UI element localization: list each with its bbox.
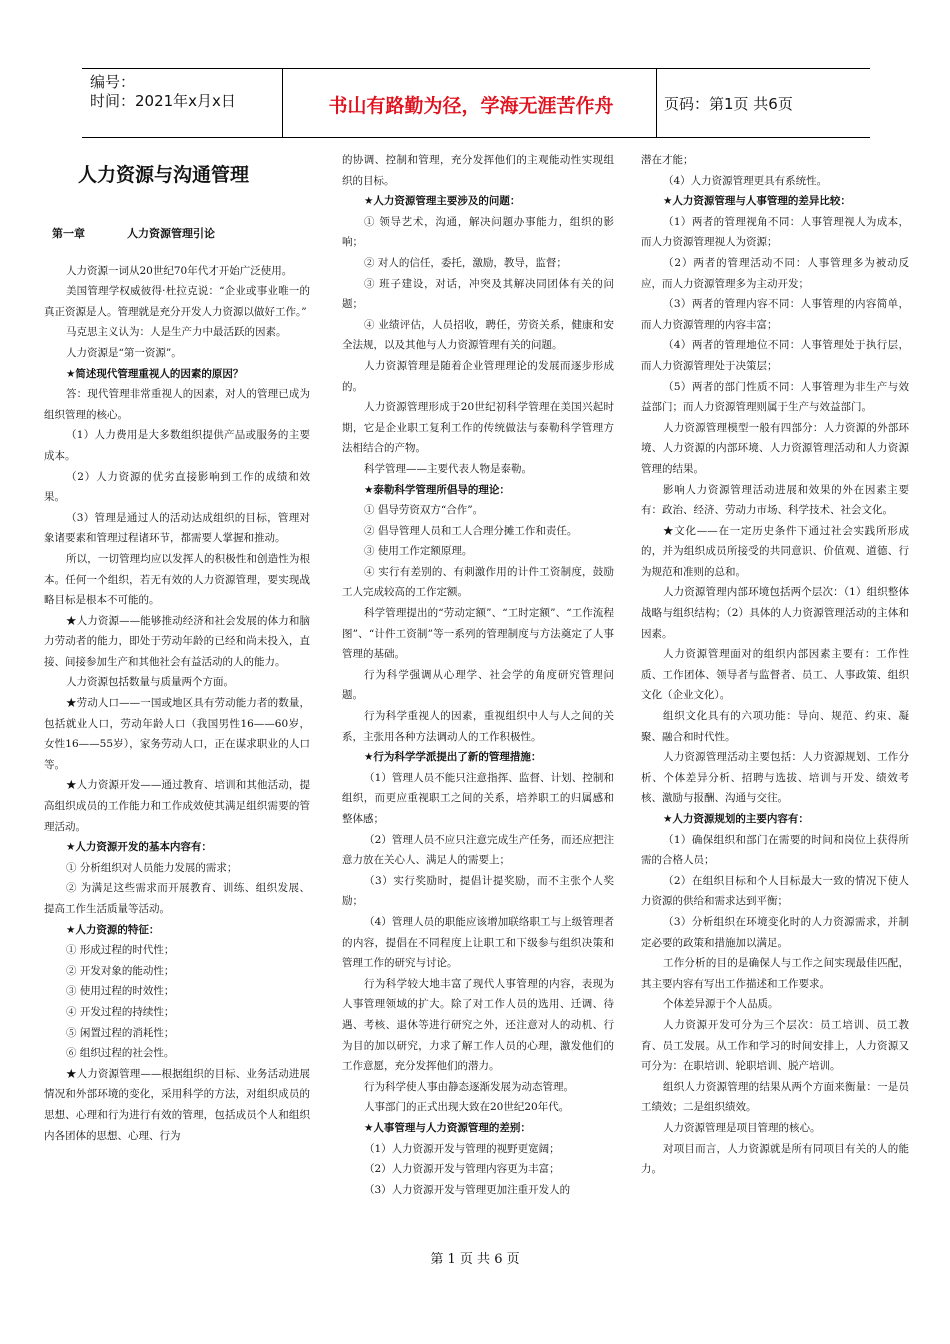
paragraph: 潜在才能； — [641, 154, 694, 166]
paragraph: 人力资源管理形成于20世纪初科学管理在美国兴起时期，它是企业职工复利工作的传统做法与泰勒科学管理方法相结合的产物。 — [342, 401, 614, 455]
paragraph: （3）人力资源开发与管理更加注重开发人的 — [364, 1183, 571, 1196]
paragraph: 组织人力资源管理的结果从两个方面来衡量：一是员工绩效；二是组织绩效。 — [641, 1080, 909, 1114]
document-title: 人力资源与沟通管理 — [78, 164, 250, 186]
paragraph: ③ 班子建设，对话，冲突及其解决同团体有关的问题； — [342, 277, 614, 311]
paragraph: （2）两者的管理活动不同：人事管理多为被动反应，而人力资源管理多为主动开发； — [641, 256, 909, 290]
paragraph: 影响人力资源管理活动进展和效果的外在因素主要有：政治、经济、劳动力市场、科学技术、社会文化。 — [641, 483, 909, 517]
paragraph: ★行为科学学派提出了新的管理措施： — [364, 751, 542, 764]
number-label: 编号： — [90, 73, 136, 91]
paragraph: 人力资源包括数量与质量两个方面。 — [66, 676, 234, 689]
paragraph: ① 领导艺术，沟通，解决问题办事能力，组织的影响； — [342, 215, 614, 249]
paragraph: ★文化——在一定历史条件下通过社会实践所形成的，并为组织成员所接受的共同意识、价值观、道德、行为规范和准则的总和。 — [641, 524, 909, 578]
paragraph: （3）两者的管理内容不同：人事管理的内容简单，而人力资源管理的内容丰富； — [641, 298, 909, 331]
paragraph: ★人事管理与人力资源管理的差别： — [364, 1121, 531, 1134]
paragraph: ⑤ 闲置过程的消耗性； — [66, 1026, 175, 1039]
paragraph: 个体差异源于个人品质。 — [663, 998, 779, 1011]
paragraph: ★人力资源——能够推动经济和社会发展的体力和脑力劳动者的能力，即处于劳动年龄的已经和尚未投入，直接、间接参加生产和其他社会有益活动的人的能力。 — [44, 614, 310, 668]
paragraph: 所以，一切管理均应以发挥人的积极性和创造性为根本。任何一个组织，若无有效的人力资源管理，要实现战略目标是根本不可能的。 — [44, 552, 310, 607]
paragraph: ★人力资源管理与人事管理的差异比较： — [663, 195, 851, 208]
paragraph: ★人力资源的特征： — [66, 923, 160, 936]
paragraph: 人力资源一词从20世纪70年代才开始广泛使用。 — [66, 264, 293, 277]
paragraph: （4）管理人员的职能应该增加联络职工与上级管理者的内容，提倡在不同程度上让职工和下级参与组织决策和管理工作的研究与讨论。 — [342, 915, 614, 970]
paragraph: 答：现代管理非常重视人的因素，对人的管理已成为组织管理的核心。 — [44, 388, 310, 421]
paragraph: ⑥ 组织过程的社会性。 — [66, 1047, 175, 1060]
paragraph: （1）两者的管理视角不同：人事管理视人为成本，而人力资源管理视人为资源； — [641, 215, 909, 249]
header-meta — [90, 73, 236, 111]
text-column-3 — [641, 150, 909, 1180]
paragraph: 人事部门的正式出现大致在20世纪20年代。 — [364, 1101, 570, 1114]
paragraph: 人力资源开发可分为三个层次：员工培训、员工教育、员工发展。从工作和学习的时间安排上，人力资源又可分为：在职培训、轮职培训、脱产培训。 — [641, 1018, 909, 1073]
paragraph: 行为科学使人事由静态逐渐发展为动态管理。 — [364, 1080, 574, 1093]
paragraph: 人力资源管理是项目管理的核心。 — [663, 1121, 821, 1134]
paragraph: 科学管理——主要代表人物是泰勒。 — [364, 462, 532, 475]
paragraph: （4）人力资源管理更具有系统性。 — [663, 174, 828, 187]
paragraph: 科学管理提出的“劳动定额”、“工时定额”、“工作流程图”、“计件工资制”等一系列的管理制度与方法奠定了人事管理的基础。 — [342, 607, 614, 661]
paragraph: ★人力资源管理——根据组织的目标、业务活动进展情况和外部环境的变化，采用科学的方法，对组织成员的思想、心理和行为进行有效的管理，包括成员个人和组织内各团体的思想、心理、行为 — [44, 1067, 310, 1142]
header-page-number: 页码：第1页 共6页 — [664, 95, 793, 113]
paragraph: （2）人力资源开发与管理内容更为丰富； — [364, 1163, 560, 1176]
paragraph: （2）人力资源的优劣直接影响到工作的成绩和效果。 — [44, 470, 310, 504]
paragraph: （1）人力费用是大多数组织提供产品或服务的主要成本。 — [44, 429, 310, 462]
header-divider — [282, 69, 283, 137]
paragraph: 行为科学较大地丰富了现代人事管理的内容，表现为人事管理领域的扩大。除了对工作人员的选用、迁调、待遇、考核、退休等进行研究之外，还注意对人的动机、行为目的加以研究，力求了解工作人员的心理，激发他们的工作意愿，充分发挥他们的潜力。 — [342, 977, 614, 1073]
paragraph: 工作分析的目的是确保人与工作之间实现最佳匹配，其主要内容有写出工作描述和工作要求。 — [641, 957, 909, 990]
paragraph: （5）两者的部门性质不同：人事管理为非生产与效益部门；而人力资源管理则属于生产与效益部门。 — [641, 380, 909, 414]
header-motto: 书山有路勤为径，学海无涯苦作舟 — [328, 95, 614, 117]
paragraph: 组织文化具有的六项功能：导向、规范、约束、凝聚、融合和时代性。 — [641, 710, 909, 743]
paragraph: ② 为满足这些需求而开展教育、训练、组织发展、提高工作生活质量等活动。 — [44, 882, 310, 915]
paragraph: 对项目而言，人力资源就是所有同项目有关的人的能力。 — [641, 1142, 909, 1176]
paragraph: ③ 使用过程的时效性； — [66, 985, 175, 998]
paragraph: 人力资源管理活动主要包括：人力资源规划、工作分析、个体差异分析、招聘与选拔、培训与开发、绩效考核、激励与报酬、沟通与交往。 — [641, 751, 909, 805]
paragraph: 人力资源管理是随着企业管理理论的发展而逐步形成的。 — [342, 359, 614, 393]
text-column-2 — [342, 150, 614, 1200]
paragraph: （2）管理人员不应只注意完成生产任务，而还应把注意力放在关心人、满足人的需要上； — [342, 833, 614, 867]
paragraph: （3）管理是通过人的活动达成组织的目标，管理对象诸要素和管理过程诸环节，都需要人掌握和推动。 — [44, 511, 310, 545]
paragraph: ① 倡导劳资双方“合作”。 — [364, 504, 484, 517]
paragraph: 人力资源管理内部环境包括两个层次：（1）组织整体战略与组织结构；（2）具体的人力资源管理活动的主体和因素。 — [641, 586, 909, 640]
paragraph: 人力资源管理模型一般有四部分：人力资源的外部环境、人力资源的内部环境、人力资源管理活动和人力资源管理的结果。 — [641, 421, 909, 475]
paragraph: 行为科学强调从心理学、社会学的角度研究管理问题。 — [342, 668, 614, 702]
paragraph: ★人力资源规划的主要内容有： — [663, 813, 809, 825]
paragraph: ① 形成过程的时代性； — [66, 944, 175, 957]
paragraph: ★人力资源管理主要涉及的问题： — [364, 195, 521, 208]
paragraph: ★简述现代管理重视人的因素的原因？ — [66, 367, 244, 380]
paragraph: 马克思主义认为：人是生产力中最活跃的因素。 — [66, 326, 287, 339]
paragraph: （3）实行奖励时，提倡计提奖励，而不主张个人奖励； — [342, 874, 614, 908]
paragraph: ② 开发对象的能动性； — [66, 964, 175, 977]
chapter-name: 人力资源管理引论 — [127, 227, 215, 240]
paragraph: ② 倡导管理人员和工人合理分摊工作和责任。 — [364, 524, 578, 537]
text-column-1 — [44, 150, 310, 1146]
paragraph: （1）人力资源开发与管理的视野更宽阔； — [364, 1142, 560, 1155]
page-header — [82, 68, 870, 138]
page-footer: 第 1 页 共 6 页 — [430, 1252, 520, 1267]
paragraph: 美国管理学权威彼得·杜拉克说：“企业或事业唯一的真正资源是人。管理就是充分开发人力资源以做好工作。” — [44, 285, 310, 318]
paragraph: ③ 使用工作定额原理。 — [364, 545, 473, 558]
paragraph: 行为科学重视人的因素，重视组织中人与人之间的关系，主张用各种方法调动人的工作积极性。 — [342, 710, 614, 743]
time-label: 时间：2021年x月x日 — [90, 92, 236, 110]
paragraph: ★泰勒科学管理所倡导的理论： — [364, 483, 510, 496]
paragraph: 人力资源是“第一资源”。 — [66, 346, 182, 359]
chapter-heading — [44, 224, 310, 245]
paragraph: 的协调、控制和管理，充分发挥他们的主观能动性实现组织的目标。 — [342, 154, 614, 187]
paragraph: ★人力资源开发——通过教育、培训和其他活动，提高组织成员的工作能力和工作成效使其满足组织需要的管理活动。 — [44, 779, 310, 833]
paragraph: ① 分析组织对人员能力发展的需求； — [66, 861, 238, 874]
paragraph: ④ 实行有差别的、有刺激作用的计件工资制度，鼓励工人完成较高的工作定额。 — [342, 565, 614, 599]
paragraph: （3）分析组织在环境变化时的人力资源需求，并制定必要的政策和措施加以满足。 — [641, 915, 909, 949]
paragraph: （2）在组织目标和个人目标最大一致的情况下使人力资源的供给和需求达到平衡； — [641, 874, 909, 908]
paragraph: ★劳动人口——一国或地区具有劳动能力者的数量，包括就业人口，劳动年龄人口（我国男性16——60岁，女性16——55岁），家务劳动人口，正在谋求职业的人口等。 — [44, 697, 310, 771]
header-divider — [656, 69, 657, 137]
paragraph: ★人力资源开发的基本内容有： — [66, 841, 212, 854]
paragraph: （4）两者的管理地位不同：人事管理处于执行层，而人力资源管理处于决策层； — [641, 339, 909, 372]
chapter-number: 第一章 — [52, 227, 85, 240]
paragraph: ④ 业绩评估，人员招收，聘任，劳资关系，健康和安全法规，以及其他与人力资源管理有关的问题。 — [342, 318, 614, 352]
paragraph: ④ 开发过程的持续性； — [66, 1005, 175, 1018]
paragraph: （1）确保组织和部门在需要的时间和岗位上获得所需的合格人员； — [641, 833, 909, 867]
paragraph: （1）管理人员不能只注意指挥、监督、计划、控制和组织，而更应重视职工之间的关系，培养职工的归属感和整体感； — [342, 771, 614, 825]
paragraph: ② 对人的信任，委托，激励，教导，监督； — [364, 256, 567, 269]
paragraph: 人力资源管理面对的组织内部因素主要有：工作性质、工作团体、领导者与监督者、员工、人事政策、组织文化（企业文化）。 — [641, 648, 909, 702]
